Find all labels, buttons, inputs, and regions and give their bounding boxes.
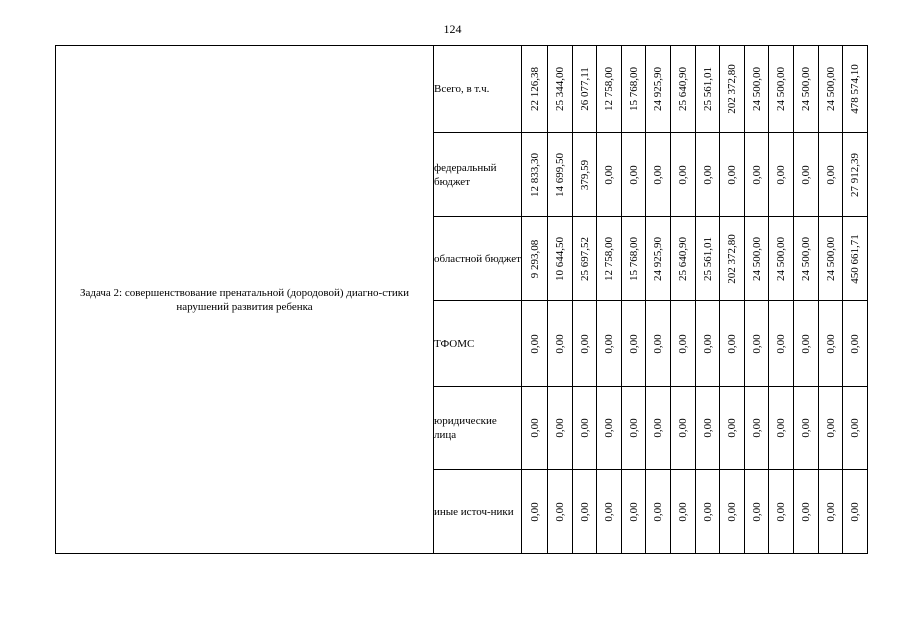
value-text: 10 644,50 bbox=[554, 236, 566, 281]
value-text: 0,00 bbox=[528, 418, 541, 438]
value-text: 14 699,50 bbox=[554, 152, 566, 197]
value-cell bbox=[794, 387, 819, 470]
value-cell bbox=[573, 46, 597, 133]
value-text: 0,00 bbox=[800, 501, 812, 522]
value-cell bbox=[573, 387, 597, 470]
value-text: 24 500,00 bbox=[800, 67, 812, 111]
value-cell bbox=[720, 133, 745, 217]
value-cell bbox=[646, 46, 671, 133]
value-cell bbox=[548, 301, 573, 387]
value-text: 0,00 bbox=[528, 501, 541, 522]
value-cell bbox=[769, 46, 794, 133]
value-cell bbox=[819, 133, 843, 217]
value-cell bbox=[597, 133, 622, 217]
page-number: 124 bbox=[443, 22, 462, 36]
value-text: 0,00 bbox=[627, 501, 640, 522]
value-cell bbox=[769, 133, 794, 217]
value-text: 0,00 bbox=[701, 418, 714, 438]
value-cell bbox=[622, 46, 646, 133]
value-cell bbox=[671, 387, 696, 470]
value-text: 0,00 bbox=[726, 418, 738, 438]
value-cell bbox=[671, 470, 696, 554]
value-text: 12 833,30 bbox=[528, 152, 541, 197]
value-text: 0,00 bbox=[652, 501, 664, 522]
value-text: 0,00 bbox=[726, 333, 738, 354]
value-cell bbox=[843, 46, 868, 133]
value-cell bbox=[843, 470, 868, 554]
value-cell bbox=[819, 301, 843, 387]
funding-source: федеральный бюджет bbox=[434, 133, 522, 217]
task-label: Задача 2: совершенствование пренатальной (дородовой) диагно-стики нарушений развития ребенка bbox=[56, 46, 434, 554]
value-text: 0,00 bbox=[750, 164, 763, 185]
value-cell bbox=[522, 133, 548, 217]
value-cell bbox=[622, 387, 646, 470]
value-cell bbox=[769, 217, 794, 301]
value-text: 25 640,90 bbox=[677, 236, 689, 281]
value-text: 0,00 bbox=[750, 333, 763, 354]
value-text: 24 500,00 bbox=[775, 67, 787, 111]
value-cell bbox=[573, 470, 597, 554]
funding-source: Всего, в т.ч. bbox=[434, 46, 522, 133]
value-text: 9 293,08 bbox=[528, 239, 541, 278]
value-cell bbox=[843, 217, 868, 301]
funding-source: иные источ-ники bbox=[434, 470, 522, 554]
value-text: 0,00 bbox=[554, 418, 566, 438]
value-text: 0,00 bbox=[824, 333, 837, 354]
value-text: 0,00 bbox=[800, 333, 812, 354]
value-cell bbox=[745, 46, 769, 133]
value-cell bbox=[769, 470, 794, 554]
value-cell bbox=[597, 46, 622, 133]
value-cell bbox=[548, 387, 573, 470]
value-text: 0,00 bbox=[800, 418, 812, 438]
value-text: 0,00 bbox=[726, 164, 738, 185]
value-text: 24 500,00 bbox=[750, 67, 763, 111]
value-cell bbox=[696, 46, 720, 133]
value-text: 0,00 bbox=[849, 418, 861, 438]
value-cell bbox=[622, 133, 646, 217]
value-text: 25 697,52 bbox=[578, 236, 591, 281]
value-cell bbox=[819, 470, 843, 554]
value-cell bbox=[646, 387, 671, 470]
value-text: 27 912,39 bbox=[849, 152, 861, 197]
value-cell bbox=[819, 217, 843, 301]
value-text: 0,00 bbox=[726, 501, 738, 522]
value-cell bbox=[819, 387, 843, 470]
value-cell bbox=[794, 470, 819, 554]
value-text: 0,00 bbox=[652, 418, 664, 438]
value-text: 0,00 bbox=[578, 333, 591, 354]
value-text: 22 126,38 bbox=[528, 67, 541, 111]
value-text: 24 500,00 bbox=[800, 236, 812, 281]
value-text: 0,00 bbox=[800, 164, 812, 185]
value-cell bbox=[819, 46, 843, 133]
value-text: 0,00 bbox=[677, 501, 689, 522]
value-cell bbox=[573, 217, 597, 301]
value-text: 24 925,90 bbox=[652, 236, 664, 281]
value-cell bbox=[597, 301, 622, 387]
value-text: 0,00 bbox=[603, 418, 615, 438]
value-cell bbox=[720, 470, 745, 554]
value-text: 0,00 bbox=[701, 333, 714, 354]
value-cell bbox=[671, 301, 696, 387]
value-text: 0,00 bbox=[578, 501, 591, 522]
value-cell bbox=[745, 133, 769, 217]
value-text: 25 344,00 bbox=[554, 67, 566, 111]
value-cell bbox=[622, 470, 646, 554]
budget-table bbox=[55, 45, 868, 554]
value-cell bbox=[696, 470, 720, 554]
value-cell bbox=[720, 46, 745, 133]
value-text: 0,00 bbox=[750, 418, 763, 438]
value-text: 0,00 bbox=[677, 164, 689, 185]
value-cell bbox=[794, 46, 819, 133]
value-text: 25 561,01 bbox=[701, 67, 714, 111]
value-cell bbox=[597, 470, 622, 554]
value-text: 0,00 bbox=[554, 501, 566, 522]
value-cell bbox=[548, 133, 573, 217]
value-cell bbox=[573, 301, 597, 387]
value-text: 0,00 bbox=[627, 418, 640, 438]
value-text: 0,00 bbox=[824, 418, 837, 438]
value-text: 24 500,00 bbox=[824, 236, 837, 281]
value-text: 0,00 bbox=[677, 333, 689, 354]
value-text: 478 574,10 bbox=[849, 64, 861, 114]
value-text: 0,00 bbox=[652, 333, 664, 354]
value-cell bbox=[843, 133, 868, 217]
value-text: 25 640,90 bbox=[677, 67, 689, 111]
value-cell bbox=[671, 133, 696, 217]
value-cell bbox=[573, 133, 597, 217]
value-text: 24 925,90 bbox=[652, 67, 664, 111]
value-text: 24 500,00 bbox=[750, 236, 763, 281]
value-cell bbox=[696, 301, 720, 387]
value-cell bbox=[548, 470, 573, 554]
value-text: 0,00 bbox=[652, 164, 664, 185]
value-cell bbox=[671, 46, 696, 133]
value-cell bbox=[522, 301, 548, 387]
value-cell bbox=[745, 301, 769, 387]
value-text: 24 500,00 bbox=[824, 67, 837, 111]
value-cell bbox=[720, 387, 745, 470]
value-text: 0,00 bbox=[775, 333, 787, 354]
value-cell bbox=[843, 301, 868, 387]
funding-source: юридические лица bbox=[434, 387, 522, 470]
value-cell bbox=[522, 470, 548, 554]
value-text: 0,00 bbox=[775, 418, 787, 438]
value-cell bbox=[622, 301, 646, 387]
value-cell bbox=[769, 301, 794, 387]
value-text: 0,00 bbox=[627, 333, 640, 354]
value-cell bbox=[745, 387, 769, 470]
value-text: 202 372,80 bbox=[726, 64, 738, 114]
value-text: 0,00 bbox=[603, 501, 615, 522]
funding-source: областной бюджет bbox=[434, 217, 522, 301]
value-cell bbox=[745, 470, 769, 554]
value-text: 12 758,00 bbox=[603, 236, 615, 281]
value-cell bbox=[646, 301, 671, 387]
value-cell bbox=[794, 133, 819, 217]
value-cell bbox=[597, 387, 622, 470]
value-text: 0,00 bbox=[849, 333, 861, 354]
value-text: 0,00 bbox=[701, 164, 714, 185]
value-text: 0,00 bbox=[750, 501, 763, 522]
value-cell bbox=[646, 217, 671, 301]
value-text: 0,00 bbox=[701, 501, 714, 522]
value-text: 0,00 bbox=[849, 501, 861, 522]
value-text: 379,59 bbox=[578, 159, 591, 190]
value-cell bbox=[745, 217, 769, 301]
value-cell bbox=[794, 217, 819, 301]
value-cell bbox=[522, 46, 548, 133]
value-text: 0,00 bbox=[603, 164, 615, 185]
value-cell bbox=[843, 387, 868, 470]
funding-source: ТФОМС bbox=[434, 301, 522, 387]
table-row bbox=[56, 46, 868, 133]
value-cell bbox=[671, 217, 696, 301]
value-text: 0,00 bbox=[775, 164, 787, 185]
value-text: 0,00 bbox=[775, 501, 787, 522]
value-text: 0,00 bbox=[578, 418, 591, 438]
value-cell bbox=[769, 387, 794, 470]
value-cell bbox=[696, 217, 720, 301]
value-cell bbox=[548, 217, 573, 301]
value-text: 26 077,11 bbox=[578, 67, 591, 111]
value-text: 0,00 bbox=[627, 164, 640, 185]
value-text: 0,00 bbox=[603, 333, 615, 354]
value-cell bbox=[646, 133, 671, 217]
value-text: 0,00 bbox=[554, 333, 566, 354]
value-text: 0,00 bbox=[824, 501, 837, 522]
value-text: 0,00 bbox=[528, 333, 541, 354]
value-cell bbox=[522, 387, 548, 470]
value-cell bbox=[522, 217, 548, 301]
value-cell bbox=[720, 301, 745, 387]
value-cell bbox=[548, 46, 573, 133]
value-cell bbox=[597, 217, 622, 301]
value-cell bbox=[622, 217, 646, 301]
value-cell bbox=[646, 470, 671, 554]
value-text: 0,00 bbox=[677, 418, 689, 438]
value-text: 15 768,00 bbox=[627, 67, 640, 111]
value-text: 15 768,00 bbox=[627, 236, 640, 281]
value-cell bbox=[696, 387, 720, 470]
value-text: 24 500,00 bbox=[775, 236, 787, 281]
value-text: 25 561,01 bbox=[701, 236, 714, 281]
value-text: 202 372,80 bbox=[726, 233, 738, 284]
value-text: 450 661,71 bbox=[849, 233, 861, 284]
value-text: 12 758,00 bbox=[603, 67, 615, 111]
value-cell bbox=[794, 301, 819, 387]
value-text: 0,00 bbox=[824, 164, 837, 185]
value-cell bbox=[720, 217, 745, 301]
value-cell bbox=[696, 133, 720, 217]
